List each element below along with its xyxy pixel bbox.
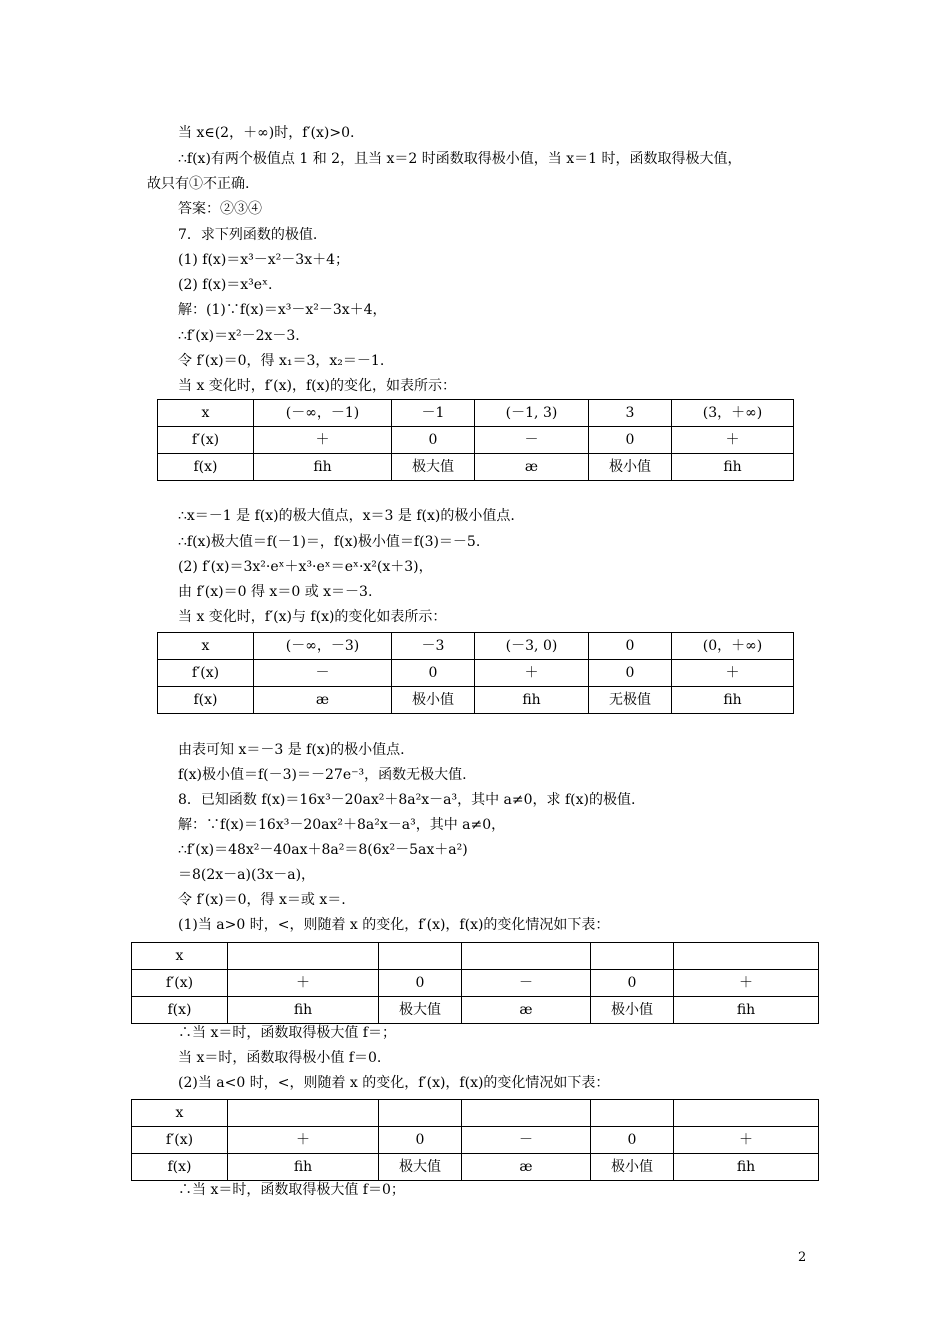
text-line: (1) f(x)＝x³－x²－3x＋4； [178, 252, 350, 268]
table-cell: æ [254, 687, 392, 714]
table-cell: － [462, 1127, 591, 1154]
table-cell: æ [462, 997, 591, 1024]
table-cell: f(x) [158, 454, 254, 481]
table-cell: ＋ [672, 427, 794, 454]
table-cell: 0 [591, 1127, 674, 1154]
text-line: 令 f′(x)＝0，得 x＝或 x＝. [178, 892, 346, 908]
table-cell: － [254, 660, 392, 687]
table-cell [674, 943, 819, 970]
table-cell: ﬁh [672, 454, 794, 481]
table-cell: ﬁh [228, 997, 379, 1024]
variation-table-2 [157, 632, 794, 714]
text-line: ∴当 x＝时，函数取得极大值 f＝； [178, 1025, 396, 1041]
text-line: 当 x 变化时，f′(x)与 f(x)的变化如表所示： [178, 609, 447, 625]
table-cell [379, 1100, 462, 1127]
table-cell: 0 [591, 970, 674, 997]
table-cell: ＋ [674, 970, 819, 997]
table-cell [228, 1100, 379, 1127]
table-cell: ＋ [475, 660, 589, 687]
variation-table-4 [131, 1099, 819, 1181]
variation-table-1 [157, 399, 794, 481]
answer-line: 答案：②③④ [178, 201, 262, 217]
table-cell: (－∞，－1) [254, 400, 392, 427]
table-cell: (－1, 3) [475, 400, 589, 427]
table-cell: f(x) [132, 1154, 228, 1181]
problem-7-title: 7．求下列函数的极值. [178, 227, 318, 243]
page-number: 2 [798, 1250, 807, 1265]
table-cell: 0 [379, 1127, 462, 1154]
text-line: ∴当 x＝时，函数取得极大值 f＝0； [178, 1182, 405, 1198]
table-cell: 0 [392, 427, 475, 454]
text-line: (2) f(x)＝x³eˣ. [178, 277, 273, 293]
text-line: (2)当 a<0 时，<，则随着 x 的变化，f′(x)，f(x)的变化情况如下表： [178, 1075, 610, 1091]
variation-table-3 [131, 942, 819, 1024]
text-line: 故只有①不正确. [147, 176, 250, 192]
table-cell: 极大值 [392, 454, 475, 481]
table-cell: 0 [379, 970, 462, 997]
text-line: 解：(1)∵f(x)＝x³－x²－3x＋4， [178, 302, 387, 318]
table-cell: ﬁh [475, 687, 589, 714]
text-line: ∴f(x)有两个极值点 1 和 2，且当 x＝2 时函数取得极小值，当 x＝1 时，函数取得极大值， [178, 151, 742, 167]
text-line: 解：∵f(x)＝16x³－20ax²＋8a²x－a³，其中 a≠0， [178, 817, 506, 833]
table-cell: (－3, 0) [475, 633, 589, 660]
table-cell [462, 943, 591, 970]
table-cell: f′(x) [158, 660, 254, 687]
table-cell: x [132, 1100, 228, 1127]
table-cell: f(x) [132, 997, 228, 1024]
table-cell [591, 1100, 674, 1127]
text-line: 当 x∈(2，＋∞)时，f′(x)>0. [178, 125, 355, 141]
table-cell: f′(x) [158, 427, 254, 454]
table-cell: 极小值 [589, 454, 672, 481]
problem-8-title: 8．已知函数 f(x)＝16x³－20ax²＋8a²x－a³，其中 a≠0，求 f(x)的极值. [178, 792, 636, 808]
table-cell: ﬁh [228, 1154, 379, 1181]
table-cell: ＋ [674, 1127, 819, 1154]
table-cell [462, 1100, 591, 1127]
table-cell: 0 [589, 633, 672, 660]
table-cell: æ [462, 1154, 591, 1181]
table-cell: －1 [392, 400, 475, 427]
table-cell: 0 [589, 660, 672, 687]
table-cell: ﬁh [674, 1154, 819, 1181]
table-cell [379, 943, 462, 970]
table-cell: 极大值 [379, 997, 462, 1024]
text-line: 当 x 变化时，f′(x)，f(x)的变化，如表所示： [178, 378, 456, 394]
table-cell: ＋ [672, 660, 794, 687]
text-line: ∴f′(x)＝48x²－40ax＋8a²＝8(6x²－5ax＋a²) [178, 842, 468, 858]
table-cell: x [132, 943, 228, 970]
table-cell: f(x) [158, 687, 254, 714]
table-cell: ﬁh [254, 454, 392, 481]
text-line: f(x)极小值＝f(－3)＝－27e⁻³，函数无极大值. [178, 767, 467, 783]
table-cell: x [158, 633, 254, 660]
table-cell [591, 943, 674, 970]
table-cell: (－∞，－3) [254, 633, 392, 660]
table-cell: ＋ [254, 427, 392, 454]
table-cell: æ [475, 454, 589, 481]
table-cell: ﬁh [674, 997, 819, 1024]
text-line: 令 f′(x)＝0，得 x₁＝3，x₂＝－1. [178, 353, 385, 369]
table-cell: 无极值 [589, 687, 672, 714]
table-cell: (3，＋∞) [672, 400, 794, 427]
text-line: 当 x＝时，函数取得极小值 f＝0. [178, 1050, 382, 1066]
table-cell: ＋ [228, 970, 379, 997]
text-line: ∴f(x)极大值＝f(－1)＝，f(x)极小值＝f(3)＝－5. [178, 534, 481, 550]
table-cell: x [158, 400, 254, 427]
table-cell: (0，＋∞) [672, 633, 794, 660]
text-line: ∴f′(x)＝x²－2x－3. [178, 328, 300, 344]
table-cell: ﬁh [672, 687, 794, 714]
table-cell: － [475, 427, 589, 454]
table-cell: － [462, 970, 591, 997]
text-line: ＝8(2x－a)(3x－a)， [178, 867, 316, 883]
text-line: 由表可知 x＝－3 是 f(x)的极小值点. [178, 742, 405, 758]
text-line: (1)当 a>0 时，<，则随着 x 的变化，f′(x)，f(x)的变化情况如下表： [178, 917, 610, 933]
text-line: (2) f′(x)＝3x²·eˣ＋x³·eˣ＝eˣ·x²(x＋3)， [178, 559, 433, 575]
table-cell [674, 1100, 819, 1127]
table-cell [228, 943, 379, 970]
table-cell: 0 [392, 660, 475, 687]
table-cell: 极小值 [392, 687, 475, 714]
table-cell: 极大值 [379, 1154, 462, 1181]
table-cell: ＋ [228, 1127, 379, 1154]
table-cell: －3 [392, 633, 475, 660]
table-cell: 0 [589, 427, 672, 454]
table-cell: 3 [589, 400, 672, 427]
table-cell: f′(x) [132, 1127, 228, 1154]
table-cell: 极小值 [591, 997, 674, 1024]
text-line: ∴x＝－1 是 f(x)的极大值点，x＝3 是 f(x)的极小值点. [178, 508, 515, 524]
text-line: 由 f′(x)＝0 得 x＝0 或 x＝－3. [178, 584, 373, 600]
table-cell: 极小值 [591, 1154, 674, 1181]
table-cell: f′(x) [132, 970, 228, 997]
